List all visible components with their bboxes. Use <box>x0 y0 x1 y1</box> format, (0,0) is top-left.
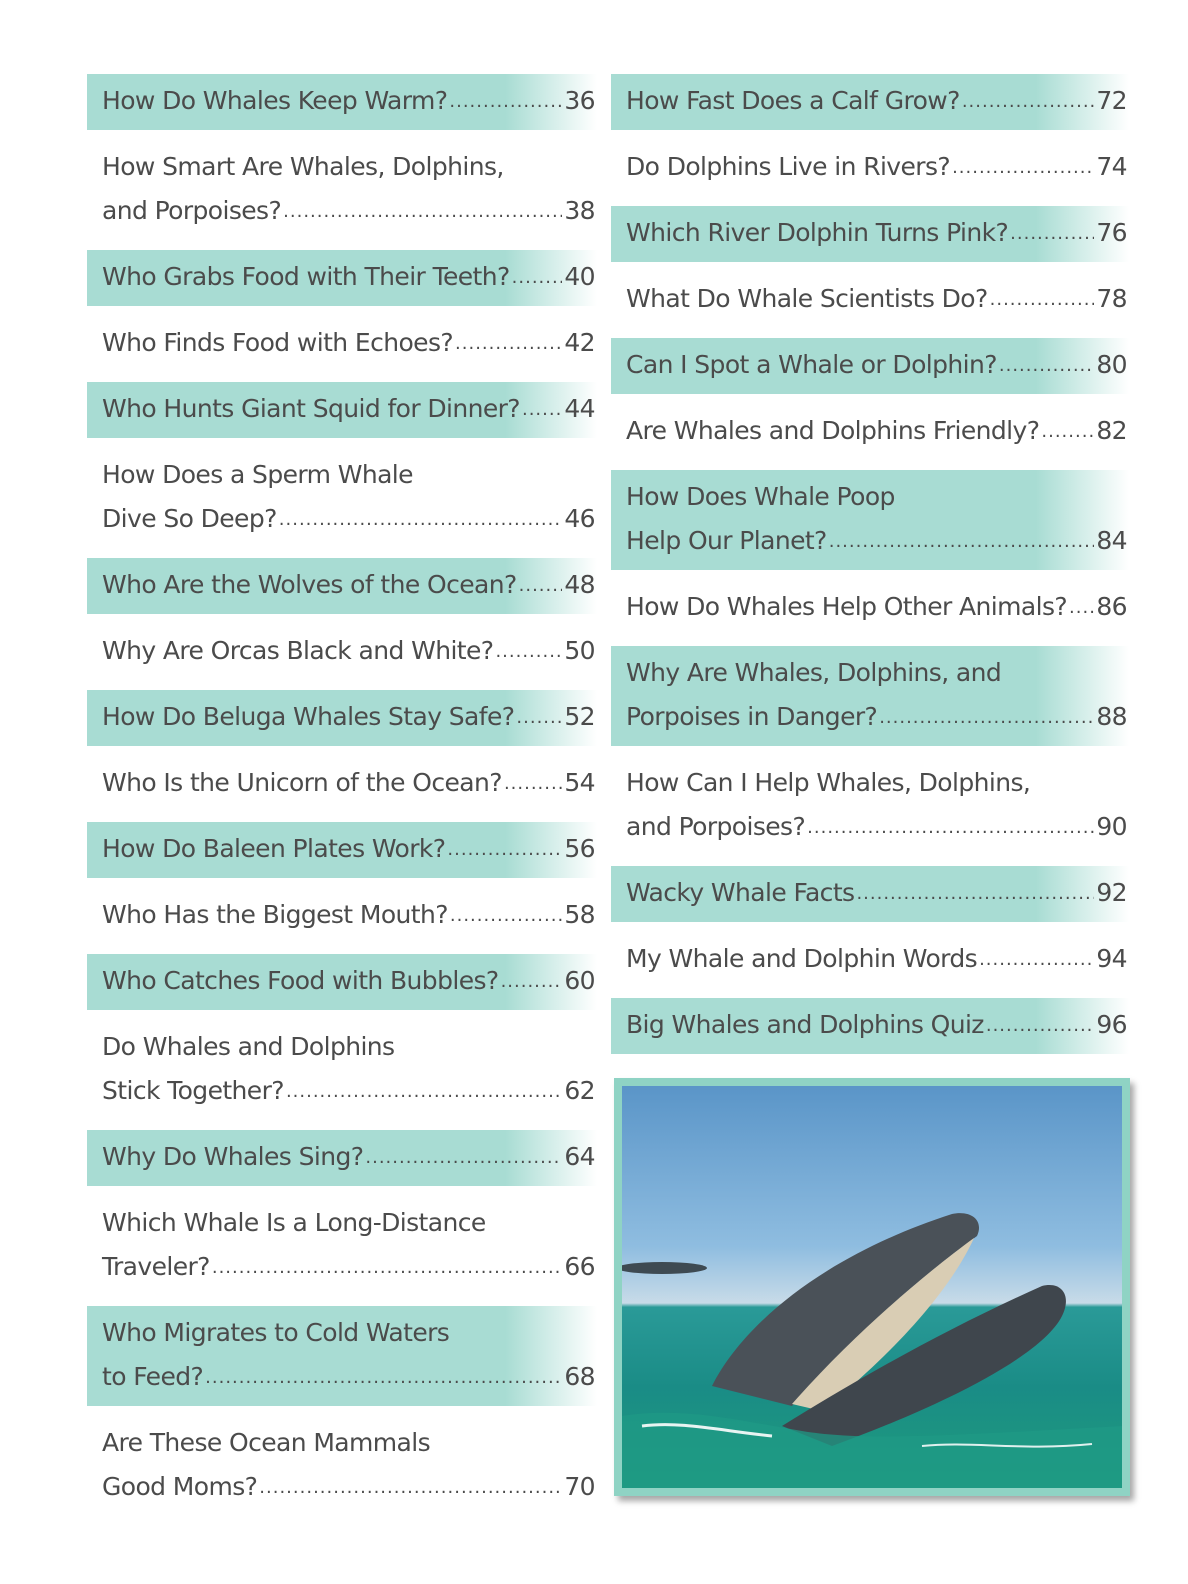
toc-entry-title: Why Do Whales Sing? <box>102 1141 364 1171</box>
dot-leader <box>283 187 562 234</box>
entry-spacer <box>611 460 1129 470</box>
dot-leader <box>879 693 1094 740</box>
toc-entry-title: Dive So Deep? <box>102 503 277 533</box>
entry-spacer <box>87 878 597 888</box>
entry-spacer <box>87 614 597 624</box>
toc-entry[interactable] <box>87 756 597 812</box>
toc-entry[interactable] <box>611 74 1129 130</box>
toc-entry-title-line1: How Smart Are Whales, Dolphins, <box>102 151 504 181</box>
toc-entry[interactable] <box>611 932 1129 988</box>
toc-page-number: 92 <box>1096 877 1127 907</box>
toc-left-column <box>87 74 597 1526</box>
dot-leader <box>205 1353 562 1400</box>
dot-leader <box>504 759 562 806</box>
toc-page-number: 50 <box>564 635 595 665</box>
toc-entry[interactable] <box>87 888 597 944</box>
toc-entry-title: Who Is the Unicorn of the Ocean? <box>102 767 502 797</box>
entry-spacer <box>611 570 1129 580</box>
toc-entry-title: to Feed? <box>102 1361 204 1391</box>
entry-spacer <box>87 812 597 822</box>
toc-page-number: 64 <box>564 1141 595 1171</box>
toc-entry-title-line1: How Does a Sperm Whale <box>102 459 413 489</box>
toc-entry-title: Stick Together? <box>102 1075 284 1105</box>
entry-spacer <box>87 372 597 382</box>
toc-entry-title: My Whale and Dolphin Words <box>626 943 978 973</box>
toc-entry[interactable] <box>87 1416 597 1516</box>
entry-spacer <box>611 856 1129 866</box>
dot-leader <box>1041 407 1094 454</box>
toc-entry[interactable] <box>611 470 1129 570</box>
entry-spacer <box>611 262 1129 272</box>
toc-entry-title: Do Dolphins Live in Rivers? <box>626 151 951 181</box>
toc-right-column <box>611 74 1129 1064</box>
toc-entry-title-line1: Who Migrates to Cold Waters <box>102 1317 450 1347</box>
toc-page-number: 72 <box>1096 85 1127 115</box>
dot-leader <box>447 825 562 872</box>
entry-spacer <box>611 394 1129 404</box>
toc-page-number: 42 <box>564 327 595 357</box>
toc-entry[interactable] <box>87 250 597 306</box>
dot-leader <box>999 341 1094 388</box>
toc-entry[interactable] <box>87 1306 597 1406</box>
toc-entry[interactable] <box>87 690 597 746</box>
dot-leader <box>979 935 1094 982</box>
toc-entry[interactable] <box>87 382 597 438</box>
dot-leader <box>495 627 562 674</box>
whale-photo <box>622 1086 1122 1488</box>
toc-entry-title: What Do Whale Scientists Do? <box>626 283 988 313</box>
entry-spacer <box>611 130 1129 140</box>
dot-leader <box>286 1067 562 1114</box>
dot-leader <box>856 869 1094 916</box>
entry-spacer <box>87 438 597 448</box>
entry-spacer <box>611 1054 1129 1064</box>
entry-spacer <box>87 1296 597 1306</box>
toc-entry[interactable] <box>611 140 1129 196</box>
entry-spacer <box>87 1010 597 1020</box>
entry-spacer <box>611 328 1129 338</box>
entry-spacer <box>87 944 597 954</box>
toc-entry[interactable] <box>87 822 597 878</box>
dot-leader <box>829 517 1095 564</box>
dot-leader <box>212 1243 563 1290</box>
toc-entry-title-line1: Do Whales and Dolphins <box>102 1031 395 1061</box>
toc-page-number: 84 <box>1096 525 1127 555</box>
toc-entry-title: Wacky Whale Facts <box>626 877 855 907</box>
toc-page-number: 54 <box>564 767 595 797</box>
entry-spacer <box>87 548 597 558</box>
toc-entry-title: Help Our Planet? <box>626 525 827 555</box>
toc-page-number: 40 <box>564 261 595 291</box>
toc-entry[interactable] <box>87 624 597 680</box>
dot-leader <box>279 495 563 542</box>
toc-page-number: 58 <box>564 899 595 929</box>
dot-leader <box>522 385 562 432</box>
dot-leader <box>455 319 562 366</box>
toc-page-number: 96 <box>1096 1009 1127 1039</box>
toc-entry[interactable] <box>87 448 597 548</box>
toc-entry-title: Why Are Orcas Black and White? <box>102 635 494 665</box>
dot-leader <box>501 957 563 1004</box>
toc-entry-title: Who Catches Food with Bubbles? <box>102 965 499 995</box>
toc-entry[interactable] <box>611 756 1129 856</box>
gray-whale-illustration-icon <box>622 1086 1122 1488</box>
toc-page-number: 76 <box>1096 217 1127 247</box>
entry-spacer <box>87 746 597 756</box>
dot-leader <box>1010 209 1094 256</box>
toc-page-number: 82 <box>1096 415 1127 445</box>
toc-entry-title: How Do Baleen Plates Work? <box>102 833 446 863</box>
toc-entry-title: How Do Beluga Whales Stay Safe? <box>102 701 515 731</box>
toc-page-number: 80 <box>1096 349 1127 379</box>
entry-spacer <box>611 988 1129 998</box>
toc-entry-title: Who Finds Food with Echoes? <box>102 327 454 357</box>
entry-spacer <box>611 922 1129 932</box>
toc-page-number: 46 <box>564 503 595 533</box>
toc-page-number: 38 <box>564 195 595 225</box>
toc-entry[interactable] <box>87 1196 597 1296</box>
entry-spacer <box>87 680 597 690</box>
photo-frame <box>614 1078 1130 1496</box>
toc-entry[interactable] <box>611 646 1129 746</box>
toc-entry-title: Porpoises in Danger? <box>626 701 878 731</box>
toc-entry[interactable] <box>87 140 597 240</box>
toc-page-number: 36 <box>564 85 595 115</box>
entry-spacer <box>87 1516 597 1526</box>
entry-spacer <box>87 1186 597 1196</box>
entry-spacer <box>611 196 1129 206</box>
dot-leader <box>449 77 562 124</box>
toc-entry-title: Who Are the Wolves of the Ocean? <box>102 569 517 599</box>
toc-entry-title: Big Whales and Dolphins Quiz <box>626 1009 984 1039</box>
toc-entry-title: How Do Whales Help Other Animals? <box>626 591 1068 621</box>
toc-entry-title: Are Whales and Dolphins Friendly? <box>626 415 1040 445</box>
toc-entry-title: Who Has the Biggest Mouth? <box>102 899 448 929</box>
toc-page-number: 78 <box>1096 283 1127 313</box>
entry-spacer <box>87 240 597 250</box>
toc-page-number: 70 <box>564 1471 595 1501</box>
toc-page-number: 68 <box>564 1361 595 1391</box>
toc-page-number: 52 <box>564 701 595 731</box>
entry-spacer <box>611 636 1129 646</box>
toc-entry[interactable] <box>611 998 1129 1054</box>
toc-page-number: 66 <box>564 1251 595 1281</box>
toc-entry[interactable] <box>87 316 597 372</box>
dot-leader <box>952 143 1094 190</box>
toc-page-number: 48 <box>564 569 595 599</box>
toc-entry[interactable] <box>611 272 1129 328</box>
toc-entry-title-line1: Why Are Whales, Dolphins, and <box>626 657 1002 687</box>
toc-entry[interactable] <box>87 1130 597 1186</box>
dot-leader <box>1069 583 1094 630</box>
toc-page-number: 94 <box>1096 943 1127 973</box>
entry-spacer <box>87 130 597 140</box>
toc-page-number: 74 <box>1096 151 1127 181</box>
toc-entry[interactable] <box>611 404 1129 460</box>
toc-entry-title: and Porpoises? <box>102 195 282 225</box>
toc-entry[interactable] <box>87 1020 597 1120</box>
toc-page-number: 62 <box>564 1075 595 1105</box>
dot-leader <box>512 253 563 300</box>
dot-leader <box>516 693 562 740</box>
dot-leader <box>807 803 1094 850</box>
dot-leader <box>962 77 1095 124</box>
dot-leader <box>365 1133 562 1180</box>
toc-entry-title: How Do Whales Keep Warm? <box>102 85 448 115</box>
dot-leader <box>986 1001 1095 1048</box>
toc-entry-title: Who Grabs Food with Their Teeth? <box>102 261 510 291</box>
entry-spacer <box>87 1120 597 1130</box>
toc-entry-title-line1: Are These Ocean Mammals <box>102 1427 431 1457</box>
toc-entry-title-line1: Which Whale Is a Long-Distance <box>102 1207 486 1237</box>
toc-entry-title: Traveler? <box>102 1251 210 1281</box>
entry-spacer <box>87 306 597 316</box>
toc-entry-title-line1: How Can I Help Whales, Dolphins, <box>626 767 1031 797</box>
toc-page-number: 86 <box>1096 591 1127 621</box>
toc-entry-title: and Porpoises? <box>626 811 806 841</box>
entry-spacer <box>87 1406 597 1416</box>
toc-page-number: 90 <box>1096 811 1127 841</box>
toc-page-number: 44 <box>564 393 595 423</box>
toc-entry-title: Can I Spot a Whale or Dolphin? <box>626 349 997 379</box>
dot-leader <box>450 891 562 938</box>
dot-leader <box>990 275 1095 322</box>
toc-entry-title: Who Hunts Giant Squid for Dinner? <box>102 393 520 423</box>
entry-spacer <box>611 746 1129 756</box>
toc-entry[interactable] <box>87 74 597 130</box>
toc-entry[interactable] <box>87 558 597 614</box>
dot-leader <box>259 1463 562 1510</box>
toc-entry-title-line1: How Does Whale Poop <box>626 481 895 511</box>
toc-entry-title: How Fast Does a Calf Grow? <box>626 85 960 115</box>
toc-entry-title: Good Moms? <box>102 1471 258 1501</box>
toc-entry[interactable] <box>611 338 1129 394</box>
toc-entry[interactable] <box>611 580 1129 636</box>
toc-page-number: 88 <box>1096 701 1127 731</box>
dot-leader <box>519 561 563 608</box>
toc-page-number: 60 <box>564 965 595 995</box>
toc-page-number: 56 <box>564 833 595 863</box>
toc-entry[interactable] <box>611 866 1129 922</box>
toc-entry-title: Which River Dolphin Turns Pink? <box>626 217 1009 247</box>
toc-entry[interactable] <box>87 954 597 1010</box>
toc-entry[interactable] <box>611 206 1129 262</box>
